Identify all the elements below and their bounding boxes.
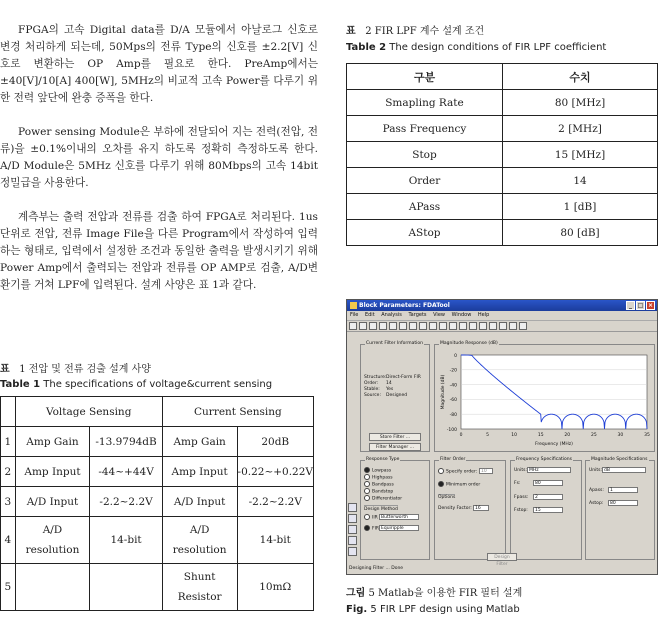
fdatool-window: [346, 299, 658, 575]
table-row: [1, 427, 314, 457]
print-icon[interactable]: [379, 322, 387, 330]
restore-view-icon[interactable]: [429, 322, 437, 330]
zoom-x-icon[interactable]: [409, 322, 417, 330]
magnitude-icon[interactable]: [439, 322, 447, 330]
option-label: Lowpass: [372, 468, 392, 474]
astop-label: Astop:: [589, 501, 604, 506]
fs-input[interactable]: 80: [533, 480, 563, 486]
side-tool-icon[interactable]: [348, 547, 357, 556]
table2-caption-kr: [346, 24, 484, 39]
table-cell: [1, 397, 16, 427]
info-icon[interactable]: [509, 322, 517, 330]
label: Order:: [364, 381, 379, 386]
side-tool-icon[interactable]: [348, 503, 357, 512]
fs-label: Fs:: [514, 481, 521, 486]
units-label: Units:: [514, 468, 528, 473]
stable-value: Yes: [386, 387, 394, 392]
table-row: [1, 564, 314, 611]
fir-select[interactable]: Equiripple: [379, 525, 419, 531]
option-label: Bandstop: [372, 489, 394, 495]
table1-caption-en: [0, 377, 272, 392]
table-cell: 14: [503, 168, 658, 194]
status-bar: Designing Filter ... Done: [349, 566, 404, 571]
table-cell: [15, 564, 90, 611]
x-axis-label: Frequency (MHz): [535, 442, 573, 447]
help-icon[interactable]: [519, 322, 527, 330]
table-cell: 3: [1, 487, 16, 517]
x-tick-label: 0: [459, 433, 463, 438]
radio-selected-icon: [364, 525, 370, 531]
response-option[interactable]: [364, 481, 394, 488]
table-cell: 14-bit: [237, 517, 313, 564]
table-cell: 80 [MHz]: [503, 90, 658, 116]
menu-file[interactable]: File: [350, 312, 359, 318]
y-tick-label: -40: [449, 383, 457, 389]
table-row: [347, 90, 658, 116]
order-value: 14: [386, 381, 392, 386]
store-filter-button[interactable]: Store Filter ...: [369, 433, 421, 441]
window-title: Block Parameters: FDATool: [359, 302, 450, 309]
table-header: 수치: [503, 64, 658, 90]
label: Stable:: [364, 387, 380, 392]
caption-text: 5 Matlab을 이용한 FIR 필터 설계: [368, 588, 523, 599]
table-header: 구분: [347, 64, 503, 90]
response-option[interactable]: [364, 467, 391, 474]
side-tool-icon[interactable]: [348, 525, 357, 534]
table-header: Voltage Sensing: [15, 397, 162, 427]
table-row: [347, 168, 658, 194]
x-tick-label: 15: [537, 433, 544, 438]
table-row: [347, 194, 658, 220]
table-cell: -0.22~+0.22V: [237, 457, 313, 487]
frequency-spec-panel: [510, 457, 582, 560]
iir-option[interactable]: [364, 514, 378, 521]
table2: [346, 63, 658, 246]
maximize-icon[interactable]: □: [637, 302, 644, 309]
design-filter-button[interactable]: Design Filter: [487, 553, 517, 561]
table-row: [1, 517, 314, 564]
table-cell: A/D resolution: [162, 517, 237, 564]
order-input[interactable]: 10: [479, 468, 493, 474]
structure-value: Direct-Form FIR: [386, 375, 421, 380]
response-type-panel: [360, 457, 430, 560]
options-label: Options: [438, 495, 456, 500]
menu-edit[interactable]: Edit: [364, 312, 375, 318]
freq-units-select[interactable]: MHz: [527, 467, 571, 473]
radio-icon: [364, 514, 370, 520]
option-label: Highpass: [372, 475, 393, 481]
toolbar: [347, 321, 657, 332]
design-method-label: Design Method: [364, 507, 398, 512]
magnitude-response-panel: [434, 341, 655, 452]
caption-text: 5 FIR LPF design using Matlab: [370, 604, 520, 615]
table2-caption-en: [346, 40, 606, 55]
table-cell: Order: [347, 168, 503, 194]
table-cell: A/D resolution: [15, 517, 90, 564]
x-tick-label: 20: [564, 433, 571, 438]
caption-text: 2 FIR LPF 계수 설계 조건: [365, 26, 485, 37]
fpass-input[interactable]: 2: [533, 494, 563, 500]
caption-prefix: 표: [346, 26, 356, 37]
option-label: Minimum order: [446, 482, 481, 488]
y-axis-label: Magnitude (dB): [441, 374, 446, 410]
table-cell: -13.9794dB: [90, 427, 162, 457]
window-titlebar: [347, 300, 657, 311]
table-row: [347, 220, 658, 246]
table-cell: A/D Input: [162, 487, 237, 517]
table-cell: [90, 564, 162, 611]
iir-select[interactable]: Butterworth: [379, 514, 419, 520]
density-input[interactable]: 16: [473, 505, 489, 511]
response-option[interactable]: [364, 495, 402, 502]
minimum-order-option[interactable]: [438, 481, 480, 488]
phase-icon[interactable]: [449, 322, 457, 330]
table-cell: 20dB: [237, 427, 313, 457]
menu-targets[interactable]: Targets: [408, 312, 427, 318]
radio-icon: [364, 481, 370, 487]
x-tick-label: 25: [591, 433, 597, 438]
table-cell: Amp Gain: [162, 427, 237, 457]
units-label: Units:: [589, 468, 603, 473]
table-cell: 80 [dB]: [503, 220, 658, 246]
figure5-caption-kr: [346, 586, 522, 601]
menu-bar: [347, 311, 657, 321]
filter-manager-button[interactable]: Filter Manager ...: [369, 443, 421, 451]
left-text-column: [0, 22, 318, 311]
fpass-label: Fpass:: [514, 495, 529, 500]
x-tick-label: 5: [486, 433, 490, 438]
table-cell: -2.2~2.2V: [237, 487, 313, 517]
table-cell: 4: [1, 517, 16, 564]
table-row: [347, 116, 658, 142]
table-row: [347, 142, 658, 168]
open-icon[interactable]: [359, 322, 367, 330]
table-cell: AStop: [347, 220, 503, 246]
table-cell: 1: [1, 427, 16, 457]
table-cell: 14-bit: [90, 517, 162, 564]
density-label: Density Factor:: [438, 506, 472, 511]
table-cell: -44~+44V: [90, 457, 162, 487]
option-label: IIR: [372, 515, 378, 521]
table-row: [1, 457, 314, 487]
table-cell: A/D Input: [15, 487, 90, 517]
table-cell: Pass Frequency: [347, 116, 503, 142]
caption-prefix: 그림: [346, 588, 366, 599]
radio-selected-icon: [438, 481, 444, 487]
panel-label: Magnitude Response (dB): [440, 341, 498, 346]
magnitude-spec-panel: [585, 457, 655, 560]
paragraph: Power sensing Module은 부하에 전달되어 지는 전력(전압, 전류)을 ±0.1%이내의 오차를 유지 하도록 정확히 측정하도록 한다. A/D Module은 5MHz 신호를 다루기 위해 80Mbps의 고속 14bit 정밀급을 사용한다.: [0, 126, 318, 189]
table-cell: Amp Gain: [15, 427, 90, 457]
table-cell: 2 [MHz]: [503, 116, 658, 142]
table1-caption-kr: [0, 362, 151, 377]
zoom-out-icon[interactable]: [399, 322, 407, 330]
current-filter-panel: [360, 341, 430, 452]
x-tick-label: 35: [644, 433, 650, 438]
paragraph: FPGA의 고속 Digital data를 D/A 모듈에서 아날로그 신호로 변경 처리하게 되는데, 50Mps의 전류 Type의 신호를 ±2.2[V] 신호로 변환하는 OP Amp를 필요로 한다. PreAmp에서는 ±40[V]/10[A] 400[W], 5MHz의 비교적 고속 Power를 다루기 위한 전력 앞단에 완충 증폭을 한다.: [0, 24, 318, 104]
astop-input[interactable]: 80: [608, 500, 638, 506]
paragraph: 계측부는 출력 전압과 전류를 검출 하여 FPGA로 처리된다. 1us단위로 전압, 전류 Image File을 다른 Program에서 작성하여 입력 하는 형태로, 입력에서 설정한 조건과 동일한 출력을 발생시키기 위해 Power Amp에서 출력되는 전압과 전류를 OP AMP로 검출, A/D변환기를 거쳐 LPF에 입력된다. 설계 사양은 표 1과 같다.: [0, 211, 318, 291]
plot-area: [461, 355, 647, 429]
option-label: FIR: [372, 526, 380, 532]
caption-prefix: Fig.: [346, 604, 368, 615]
radio-icon: [364, 488, 370, 494]
label: Source:: [364, 393, 381, 398]
apass-input[interactable]: 1: [608, 487, 638, 493]
table-cell: Stop: [347, 142, 503, 168]
radio-icon: [438, 468, 444, 474]
fir-option[interactable]: [364, 525, 379, 532]
menu-window[interactable]: Window: [451, 312, 472, 318]
table-cell: Amp Input: [162, 457, 237, 487]
table-cell: 5: [1, 564, 16, 611]
menu-help[interactable]: Help: [477, 312, 490, 318]
table-cell: 1 [dB]: [503, 194, 658, 220]
y-tick-label: 0: [454, 354, 457, 359]
save-icon[interactable]: [369, 322, 377, 330]
label: Structure:: [364, 375, 387, 380]
option-label: Bandpass: [372, 482, 394, 488]
panel-label: Filter Order: [440, 457, 466, 462]
table-cell: -2.2~2.2V: [90, 487, 162, 517]
source-value: Designed: [386, 393, 408, 398]
y-tick-label: -100: [446, 427, 457, 433]
new-icon[interactable]: [349, 322, 357, 330]
side-tool-icon[interactable]: [348, 514, 357, 523]
app-icon: [350, 302, 357, 309]
group-delay-icon[interactable]: [459, 322, 467, 330]
table-cell: 10mΩ: [237, 564, 313, 611]
pole-zero-icon[interactable]: [489, 322, 497, 330]
table-cell: Amp Input: [15, 457, 90, 487]
y-tick-label: -20: [449, 368, 457, 374]
radio-icon: [364, 495, 370, 501]
table-cell: Smapling Rate: [347, 90, 503, 116]
menu-view[interactable]: View: [433, 312, 445, 318]
caption-text: The specifications of voltage&current sensing: [43, 379, 273, 390]
close-icon[interactable]: ×: [647, 302, 654, 309]
coefficients-icon[interactable]: [499, 322, 507, 330]
response-option[interactable]: [364, 474, 393, 481]
caption-prefix: Table 2: [346, 42, 387, 53]
option-label: Specify order:: [446, 469, 478, 475]
panel-label: Magnitude Specifications: [591, 457, 648, 462]
step-icon[interactable]: [479, 322, 487, 330]
radio-icon: [364, 474, 370, 480]
filter-order-panel: [434, 457, 506, 560]
apass-label: Apass:: [589, 488, 604, 493]
side-tool-icon[interactable]: [348, 536, 357, 545]
specify-order-option[interactable]: [438, 468, 477, 475]
option-label: Differentiator: [372, 496, 403, 502]
mag-units-select[interactable]: dB: [602, 467, 646, 473]
table-row: [1, 487, 314, 517]
response-option[interactable]: [364, 488, 393, 495]
table-cell: Shunt Resistor: [162, 564, 237, 611]
y-tick-label: -80: [449, 413, 457, 418]
panel-label: Frequency Specifications: [516, 457, 572, 462]
fstop-label: Fstop:: [514, 508, 528, 513]
radio-selected-icon: [364, 467, 370, 473]
magnitude-plot: [435, 345, 654, 451]
x-tick-label: 30: [617, 433, 624, 438]
caption-prefix: Table 1: [0, 379, 41, 390]
table-cell: APass: [347, 194, 503, 220]
caption-text: 1 전압 및 전류 검출 설계 사양: [19, 364, 151, 375]
zoom-in-icon[interactable]: [389, 322, 397, 330]
table1: [0, 396, 314, 611]
caption-text: The design conditions of FIR LPF coefficient: [389, 42, 607, 53]
fstop-input[interactable]: 15: [533, 507, 563, 513]
panel-label: Response Type: [366, 457, 400, 462]
caption-prefix: 표: [0, 364, 10, 375]
figure5-caption-en: [346, 602, 520, 617]
y-tick-label: -60: [449, 398, 457, 404]
table-cell: 2: [1, 457, 16, 487]
panel-label: Current Filter Information: [366, 341, 423, 346]
table-cell: 15 [MHz]: [503, 142, 658, 168]
menu-analysis[interactable]: Analysis: [381, 312, 402, 318]
minimize-icon[interactable]: _: [626, 301, 635, 310]
impulse-icon[interactable]: [469, 322, 477, 330]
table-header: Current Sensing: [162, 397, 313, 427]
zoom-y-icon[interactable]: [419, 322, 427, 330]
x-tick-label: 10: [511, 433, 517, 438]
